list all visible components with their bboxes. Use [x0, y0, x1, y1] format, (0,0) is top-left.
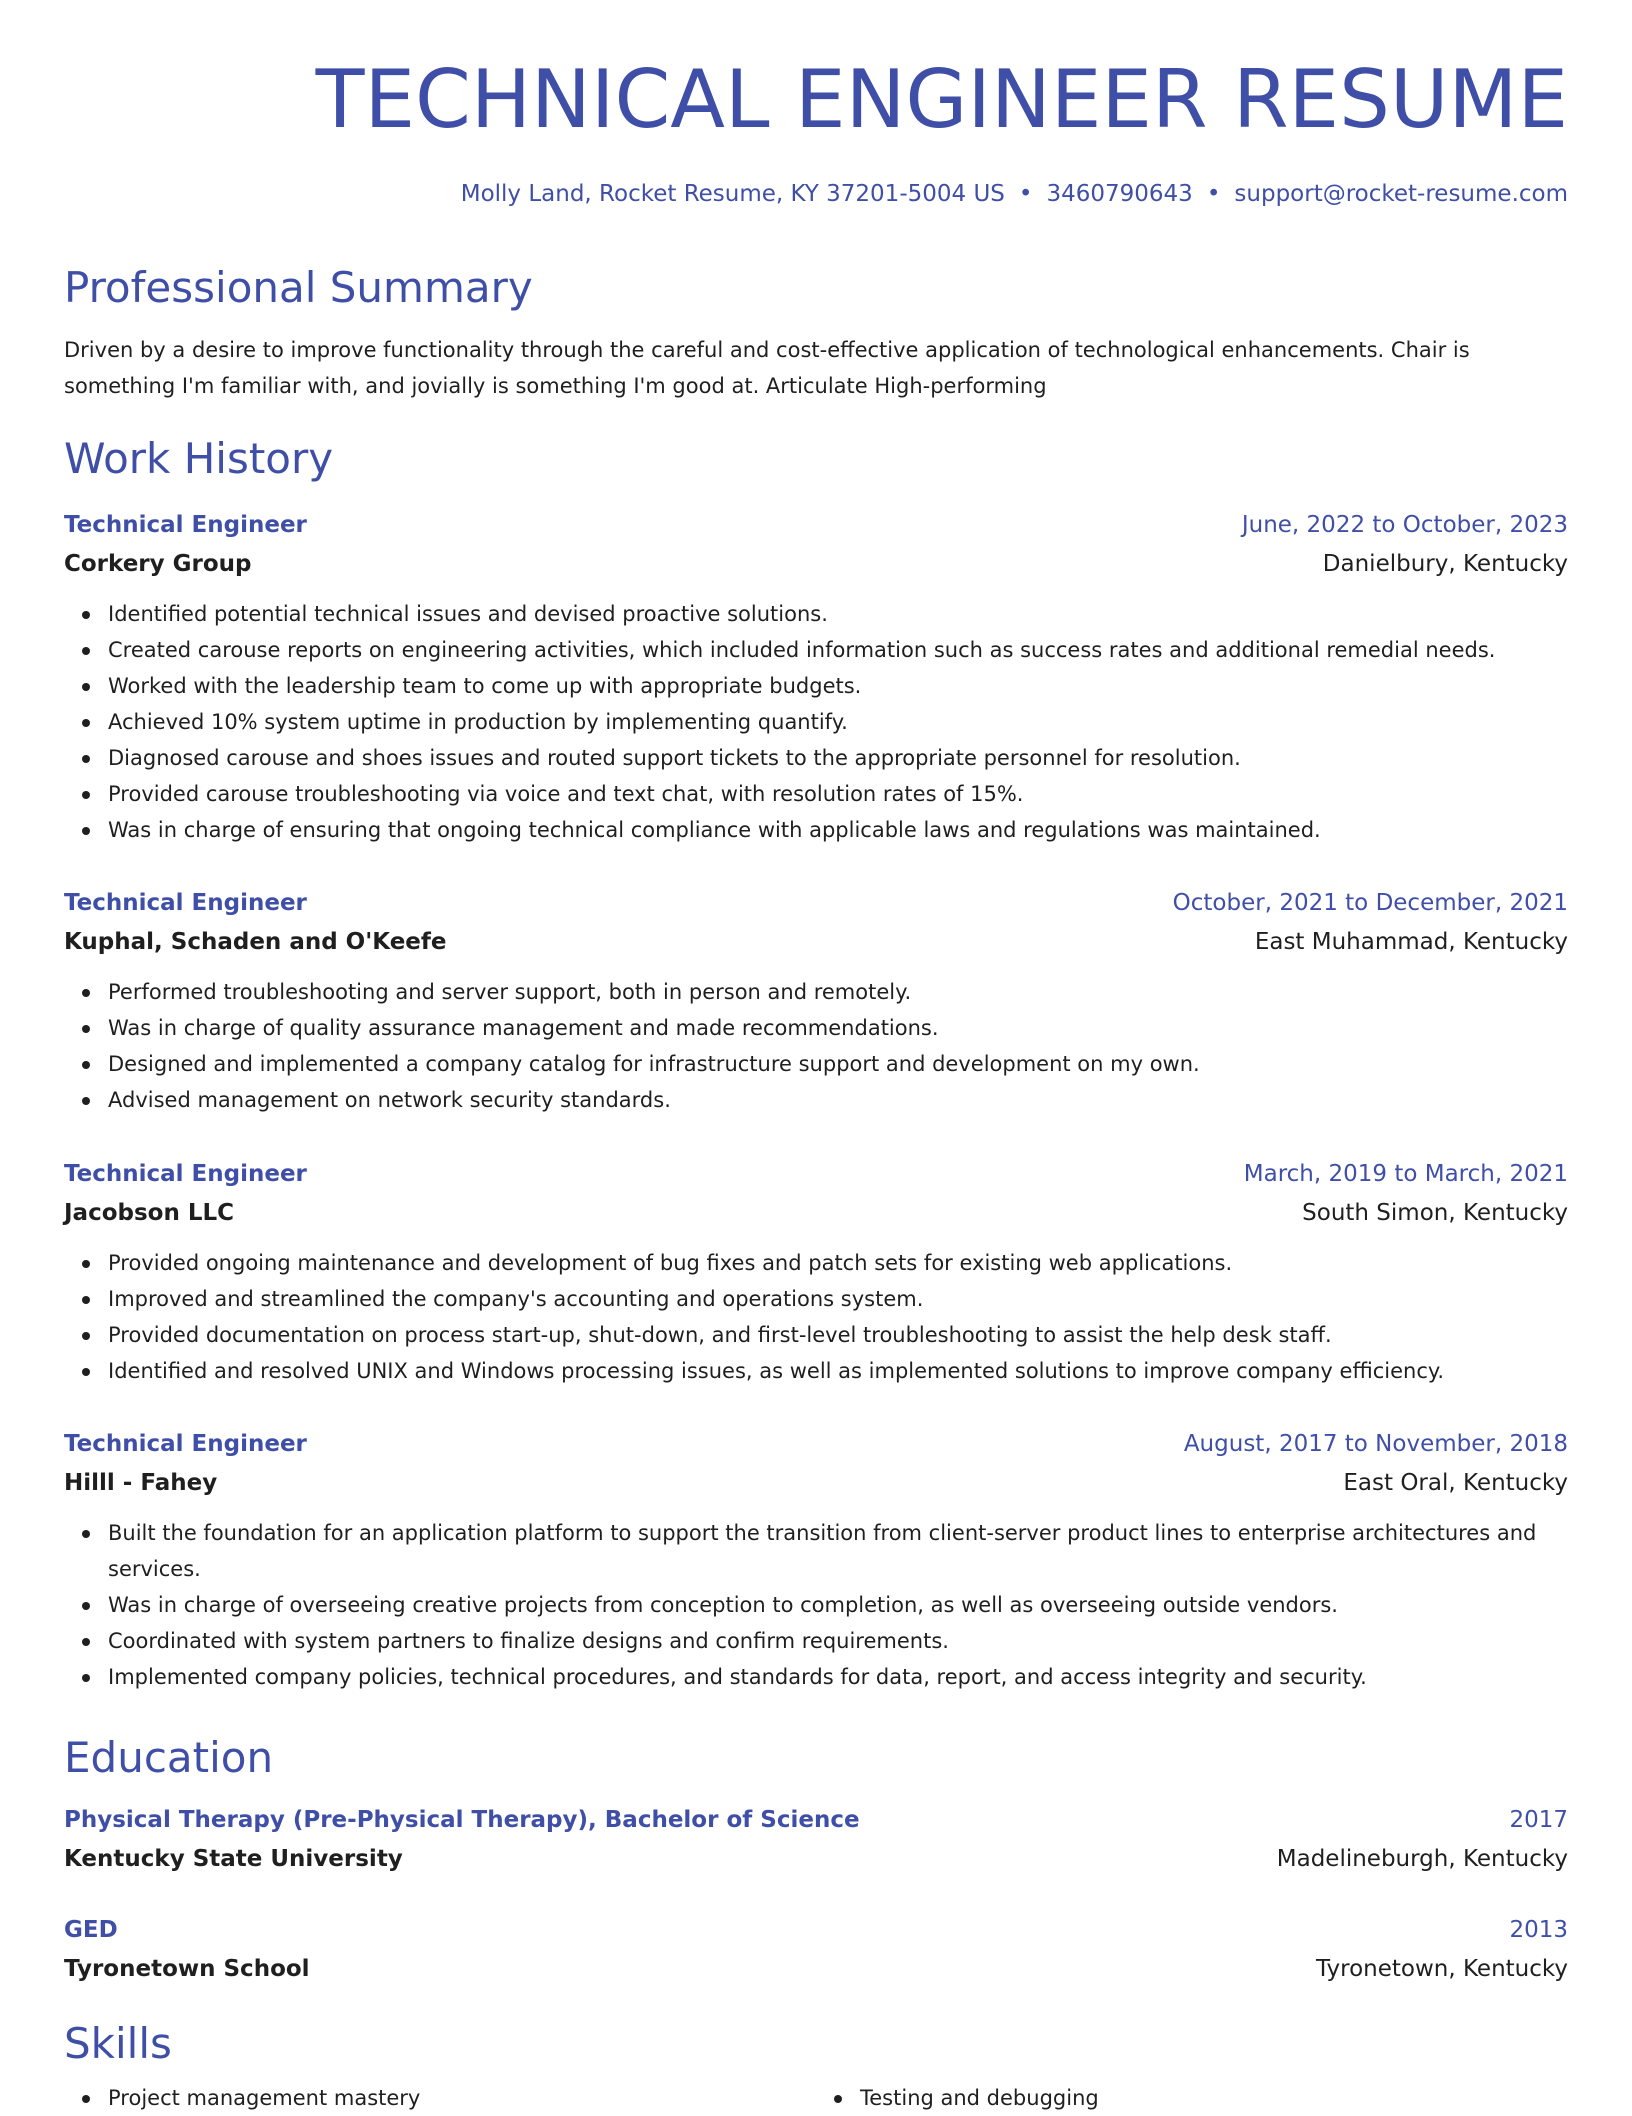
education-school: Tyronetown School [64, 1956, 310, 1982]
education-degree: GED [64, 1917, 118, 1943]
job-dates: March, 2019 to March, 2021 [1243, 1161, 1568, 1187]
bullet-item: Identified potential technical issues and devised proactive solutions. [108, 596, 1568, 632]
skills-heading: Skills [64, 2019, 172, 2068]
resume-title: TECHNICAL ENGINEER RESUME [315, 53, 1568, 146]
job-location: South Simon, Kentucky [1302, 1200, 1568, 1226]
job-location: East Oral, Kentucky [1343, 1470, 1568, 1496]
job-dates: October, 2021 to December, 2021 [1172, 890, 1568, 916]
skills-list [64, 2080, 1568, 2116]
education-location: Madelineburgh, Kentucky [1276, 1846, 1568, 1872]
bullet-item: Provided documentation on process start-up, shut-down, and first-level troubleshooting to assist the help desk staff. [108, 1317, 1568, 1353]
education-location: Tyronetown, Kentucky [1316, 1956, 1568, 1982]
bullet-item: Diagnosed carouse and shoes issues and routed support tickets to the appropriate personnel for resolution. [108, 740, 1568, 776]
contact-address: Molly Land, Rocket Resume, KY 37201-5004 US [460, 181, 1005, 207]
education-school: Kentucky State University [64, 1846, 403, 1872]
contact-line [461, 178, 1568, 210]
job-bullets [64, 1515, 1568, 1695]
job-location: East Muhammad, Kentucky [1254, 929, 1568, 955]
job-dates: August, 2017 to November, 2018 [1183, 1431, 1568, 1457]
job-entry [64, 1155, 1568, 1389]
job-bullets [64, 974, 1568, 1118]
contact-email[interactable]: support@rocket-resume.com [1234, 181, 1568, 207]
bullet-item: Performed troubleshooting and server support, both in person and remotely. [108, 974, 1568, 1010]
education-year: 2013 [1509, 1917, 1568, 1943]
contact-separator: • [1018, 181, 1033, 207]
job-entry [64, 506, 1568, 848]
bullet-item: Created carouse reports on engineering activities, which included information such as success rates and additional remedial needs. [108, 632, 1568, 668]
job-dates: June, 2022 to October, 2023 [1241, 512, 1568, 538]
contact-phone: 3460790643 [1046, 181, 1193, 207]
bullet-item: Was in charge of quality assurance management and made recommendations. [108, 1010, 1568, 1046]
skills-column [64, 2080, 816, 2116]
education-entry [64, 1911, 1568, 1989]
job-company: Jacobson LLC [64, 1200, 235, 1226]
contact-separator: • [1206, 181, 1221, 207]
bullet-item: Provided ongoing maintenance and development of bug fixes and patch sets for existing web applications. [108, 1245, 1568, 1281]
bullet-item: Coordinated with system partners to finalize designs and confirm requirements. [108, 1623, 1568, 1659]
job-title: Technical Engineer [64, 1431, 307, 1457]
bullet-item: Improved and streamlined the company's accounting and operations system. [108, 1281, 1568, 1317]
job-entry [64, 884, 1568, 1118]
job-company: Corkery Group [64, 551, 252, 577]
job-entry [64, 1425, 1568, 1695]
bullet-item: Achieved 10% system uptime in production by implementing quantify. [108, 704, 1568, 740]
bullet-item: Implemented company policies, technical procedures, and standards for data, report, and access integrity and security. [108, 1659, 1568, 1695]
summary-text: Driven by a desire to improve functionality through the careful and cost-effective application of technological enhancements. Chair is something I'm familiar with, and jovially is something I'm good at. Articulate High-performing [64, 338, 1470, 398]
bullet-item: Provided carouse troubleshooting via voice and text chat, with resolution rates of 15%. [108, 776, 1568, 812]
job-title: Technical Engineer [64, 890, 307, 916]
education-entry [64, 1801, 1568, 1879]
job-company: Hilll - Fahey [64, 1470, 218, 1496]
job-bullets [64, 1245, 1568, 1389]
education-year: 2017 [1509, 1807, 1568, 1833]
bullet-item: Was in charge of ensuring that ongoing technical compliance with applicable laws and regulations was maintained. [108, 812, 1568, 848]
job-title: Technical Engineer [64, 1161, 307, 1187]
education-heading: Education [64, 1733, 274, 1782]
job-bullets [64, 596, 1568, 848]
bullet-item: Advised management on network security standards. [108, 1082, 1568, 1118]
bullet-item: Built the foundation for an application platform to support the transition from client-server product lines to enterprise architectures and services. [108, 1515, 1568, 1587]
bullet-item: Designed and implemented a company catalog for infrastructure support and development on my own. [108, 1046, 1568, 1082]
summary-heading: Professional Summary [64, 263, 533, 312]
work-history-heading: Work History [64, 434, 334, 483]
job-location: Danielbury, Kentucky [1322, 551, 1568, 577]
bullet-item: Was in charge of overseeing creative projects from conception to completion, as well as overseeing outside vendors. [108, 1587, 1568, 1623]
bullet-item: Worked with the leadership team to come up with appropriate budgets. [108, 668, 1568, 704]
skill-item: Project management mastery [108, 2080, 816, 2116]
education-degree: Physical Therapy (Pre-Physical Therapy), Bachelor of Science [64, 1807, 860, 1833]
skills-column [816, 2080, 1568, 2116]
job-title: Technical Engineer [64, 512, 307, 538]
skill-item: Testing and debugging [860, 2080, 1568, 2116]
bullet-item: Identified and resolved UNIX and Windows processing issues, as well as implemented solutions to improve company efficiency. [108, 1353, 1568, 1389]
job-company: Kuphal, Schaden and O'Keefe [64, 929, 447, 955]
